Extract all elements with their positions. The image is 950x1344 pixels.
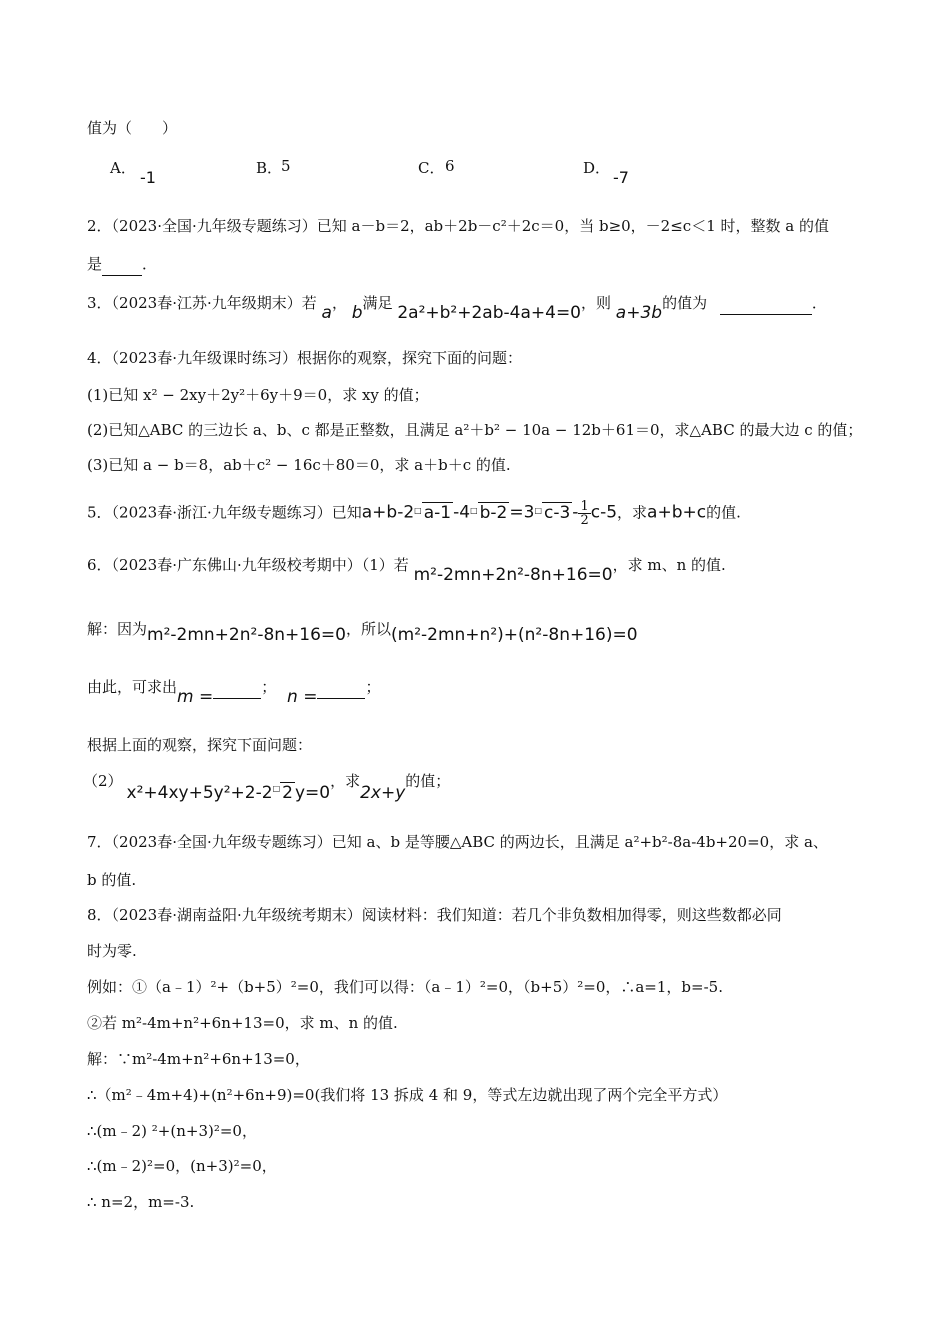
- q3-suffix: 的值为: [662, 294, 708, 312]
- q5-frac-num: 1: [580, 499, 589, 514]
- q5-mid2: =3: [509, 502, 535, 523]
- q6-solution-line: [87, 618, 638, 645]
- q8-line2: 时为零.: [87, 942, 137, 960]
- q5-root1: a-1: [423, 502, 452, 523]
- q8-line1: 8．（2023春·湖南益阳·九年级统考期末）阅读材料：我们知道：若几个非负数相加得零，则这些数都必同: [87, 906, 782, 924]
- q8-step3: ∴(m﹣2) ²+(n+3)²=0，: [87, 1122, 257, 1140]
- q6-prefix: 6．（2023春·广东佛山·九年级校考期中）（1）若: [87, 556, 409, 574]
- q1-option-d-value: -7: [613, 168, 629, 187]
- q6-p2-expression: 2x+y: [360, 783, 406, 803]
- q6-sol-equation: m²-2mn+2n²-8n+16=0: [147, 625, 346, 645]
- q6-p2-label: （2）: [83, 772, 123, 790]
- q5-frac-den: 2: [580, 513, 589, 528]
- q5-line: [87, 500, 741, 527]
- q6-p2-eq-left: x²+4xy+5y²+2-2: [126, 783, 273, 803]
- q6-suffix: ，求 m、n 的值.: [612, 556, 726, 574]
- q6-derive: 由此，可求出: [87, 678, 178, 696]
- q8-step5: ∴ n=2，m=-3.: [87, 1193, 195, 1211]
- q6-sol-mid: ，所以: [346, 620, 392, 638]
- q6-n-blank: [317, 676, 365, 699]
- q6-part2-line: [83, 770, 451, 803]
- radical-icon: □: [414, 506, 422, 515]
- q6-observe: 根据上面的观察，探究下面问题：: [87, 736, 313, 754]
- q3-prefix: 3．（2023春·江苏·九年级期末）若: [87, 294, 317, 312]
- q5-prefix: 5．（2023春·浙江·九年级专题练习）已知: [87, 503, 362, 522]
- q3-line: 3．（2023春·江苏·九年级期末）若 a， b满足 2a²+b²+2ab-4a+4=0，则 a+3b的值为 ．: [87, 294, 827, 323]
- q2-line2: [87, 253, 157, 276]
- q4-part2: (2)已知△ABC 的三边长 a、b、c 都是正整数，且满足 a²＋b² − 10a − 12b＋61＝0，求△ABC 的最大边 c 的值；: [87, 421, 863, 439]
- q3-answer-blank: [720, 292, 812, 315]
- q6-line: [87, 554, 726, 585]
- q6-m-blank: [213, 676, 261, 699]
- q8-step1: 解：∵m²-4m+n²+6n+13=0，: [87, 1050, 310, 1068]
- q3-mid: 满足: [362, 294, 393, 312]
- q1-tail: 值为（ ）: [87, 119, 178, 137]
- q1-option-d-label: D．: [583, 159, 611, 177]
- q7-line2: b 的值.: [87, 871, 137, 889]
- q3-end: ．: [811, 294, 827, 312]
- q1-option-c-label: C．: [418, 159, 445, 177]
- q6-m-label: m =: [177, 687, 214, 707]
- q1-option-b-value: 5: [281, 157, 291, 175]
- q6-sol-equation2: (m²-2mn+n²)+(n²-8n+16)=0: [391, 625, 638, 645]
- q8-step4: ∴(m﹣2)²=0，(n+3)²=0，: [87, 1157, 277, 1175]
- q5-expression: a+b+c: [647, 502, 707, 523]
- q6-p2-ask: ，求: [330, 772, 361, 790]
- q6-sep: ；: [261, 678, 277, 696]
- radical-icon: □: [272, 784, 281, 793]
- q6-n-label: n =: [287, 687, 318, 707]
- q2-line2-suffix: ．: [142, 255, 158, 273]
- q6-p2-eq-right: y=0: [294, 783, 331, 803]
- q8-example: 例如：①（a﹣1）²+（b+5）²=0，我们可以得：（a﹣1）²=0，（b+5）²=0，∴a=1，b=-5.: [87, 978, 723, 996]
- q5-fraction: [578, 500, 590, 527]
- q5-root2: b-2: [479, 502, 508, 523]
- q4-intro: 4．（2023春·九年级课时练习）根据你的观察，探究下面的问题：: [87, 349, 522, 367]
- q5-mid1: -4: [453, 502, 471, 523]
- q5-root3: c-3: [544, 502, 571, 523]
- q3-var-b: b: [351, 303, 363, 323]
- q3-equation: 2a²+b²+2ab-4a+4=0: [397, 303, 581, 323]
- radical-icon: □: [534, 506, 542, 515]
- q6-derive-line: [87, 676, 381, 707]
- q6-p2-root: 2: [282, 783, 293, 803]
- q3-var-a: a: [321, 303, 332, 323]
- q6-end: ；: [365, 678, 381, 696]
- q8-step2: ∴（m²﹣4m+4)+(n²+6n+9)=0(我们将 13 拆成 4 和 9，等式左边就出现了两个完全平方式）: [87, 1086, 728, 1104]
- q7-line1: 7．（2023春·全国·九年级专题练习）已知 a、b 是等腰△ABC 的两边长，且满足 a²+b²-8a-4b+20=0，求 a、: [87, 833, 828, 851]
- q5-mid3: -: [572, 502, 579, 523]
- q1-option-a-label: A．: [110, 159, 136, 177]
- q4-part3: (3)已知 a − b＝8，ab＋c² − 16c＋80＝0，求 a＋b＋c 的值.: [87, 456, 511, 474]
- q6-equation: m²-2mn+2n²-8n+16=0: [413, 565, 613, 585]
- q5-suffix: 的值.: [706, 503, 741, 522]
- q3-expression: a+3b: [615, 303, 663, 323]
- q4-part1: (1)已知 x² − 2xy＋2y²＋6y＋9＝0，求 xy 的值；: [87, 386, 429, 404]
- q3-then: ，则: [581, 294, 612, 312]
- q5-ask: ，求: [617, 503, 648, 522]
- radical-icon: □: [470, 506, 478, 515]
- q2-line2-prefix: 是: [87, 255, 103, 273]
- q1-option-c-value: 6: [445, 157, 455, 175]
- q5-eq-tail: c-5: [590, 502, 618, 523]
- q6-sol-prefix: 解：因为: [87, 620, 148, 638]
- q2-line1: 2．（2023·全国·九年级专题练习）已知 a－b＝2，ab＋2b－c²＋2c＝0，当 b≥0，－2≤c＜1 时，整数 a 的值: [87, 217, 829, 235]
- q1-option-a-value: -1: [140, 168, 156, 187]
- q1-option-b-label: B．: [256, 159, 283, 177]
- q8-case2: ②若 m²-4m+n²+6n+13=0，求 m、n 的值.: [87, 1014, 398, 1032]
- q2-answer-blank: [102, 253, 142, 276]
- q6-p2-suffix: 的值；: [405, 772, 451, 790]
- q5-eq-left: a+b-2: [361, 502, 415, 523]
